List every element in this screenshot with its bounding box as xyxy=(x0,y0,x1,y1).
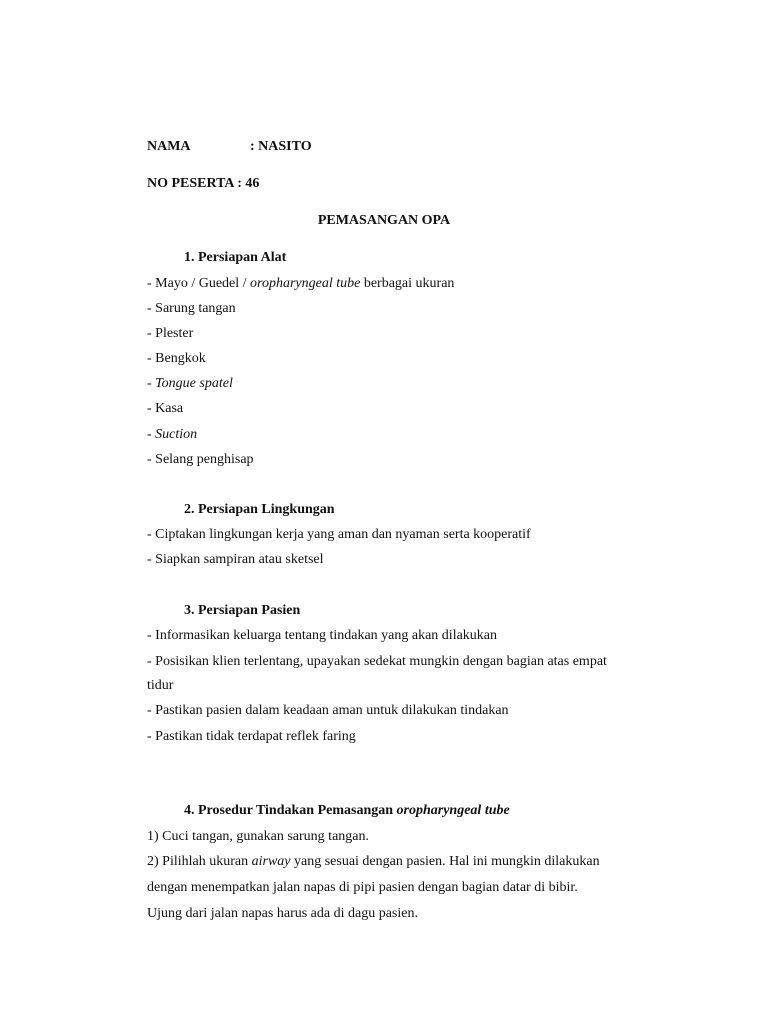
list-item-text: - xyxy=(147,427,156,442)
peserta-row: NO PESERTA : 46 xyxy=(147,176,260,191)
document-title: PEMASANGAN OPA xyxy=(317,213,451,228)
list-item: - Pastikan pasien dalam keadaan aman untuk dilakukan tindakan xyxy=(147,703,509,718)
procedure-step-continuation: dengan menempatkan jalan napas di pipi pasien dengan bagian datar di bibir. xyxy=(147,880,578,895)
list-item: - Pastikan tidak terdapat reflek faring xyxy=(147,729,356,744)
section2-heading: 2. Persiapan Lingkungan xyxy=(184,502,335,517)
list-item-emphasis: Suction xyxy=(155,427,198,442)
procedure-step-continuation: Ujung dari jalan napas harus ada di dagu pasien. xyxy=(147,906,418,921)
list-item: - Selang penghisap xyxy=(147,452,254,467)
nama-label: NAMA xyxy=(147,139,191,154)
section4-heading-text: 4. Prosedur Tindakan Pemasangan xyxy=(184,803,397,818)
list-item: - Kasa xyxy=(147,401,184,416)
list-item-emphasis: oropharyngeal tube xyxy=(250,276,361,291)
procedure-step: 1) Cuci tangan, gunakan sarung tangan. xyxy=(147,829,369,844)
list-item: - Sarung tangan xyxy=(147,301,236,316)
list-item: - Posisikan klien terlentang, upayakan sedekat mungkin dengan bagian atas empat xyxy=(147,654,607,669)
list-item-emphasis: Tongue spatel xyxy=(155,376,233,391)
list-item: - Ciptakan lingkungan kerja yang aman dan nyaman serta kooperatif xyxy=(147,527,531,542)
list-item: - Siapkan sampiran atau sketsel xyxy=(147,552,324,567)
list-item-continuation: tidur xyxy=(147,678,174,693)
procedure-step-text: yang sesuai dengan pasien. Hal ini mungkin dilakukan xyxy=(290,854,600,869)
procedure-step-text: 2) Pilihlah ukuran xyxy=(147,854,252,869)
list-item-text: - Mayo / Guedel / xyxy=(147,276,251,291)
list-item xyxy=(147,375,233,393)
nama-row xyxy=(147,138,312,156)
section4-heading-emphasis: oropharyngeal tube xyxy=(396,803,510,818)
list-item: - Bengkok xyxy=(147,351,206,366)
list-item xyxy=(147,275,454,293)
nama-value: : NASITO xyxy=(250,139,312,154)
list-item: - Informasikan keluarga tentang tindakan yang akan dilakukan xyxy=(147,628,498,643)
procedure-step xyxy=(147,853,600,871)
list-item xyxy=(147,426,197,444)
list-item-text: berbagai ukuran xyxy=(360,276,455,291)
list-item-text: - xyxy=(147,376,156,391)
list-item: - Plester xyxy=(147,326,194,341)
section3-heading: 3. Persiapan Pasien xyxy=(184,603,301,618)
section1-heading: 1. Persiapan Alat xyxy=(184,250,287,265)
section4-heading xyxy=(184,802,510,820)
procedure-step-emphasis: airway xyxy=(251,854,291,869)
